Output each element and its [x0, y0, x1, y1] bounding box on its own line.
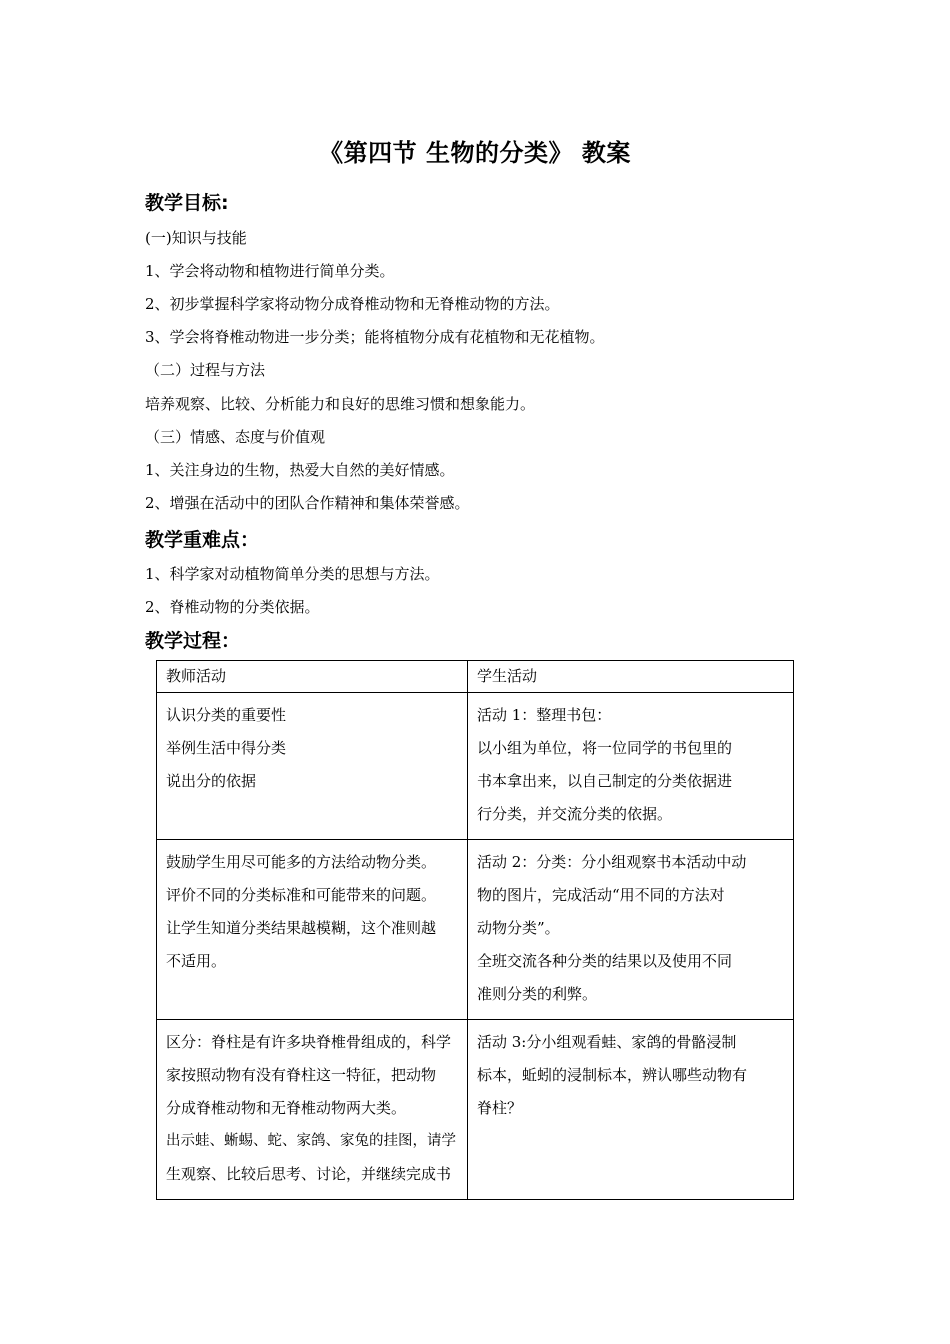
- objective-line: 2、初步掌握科学家将动物分成脊椎动物和无脊椎动物的方法。: [145, 295, 560, 313]
- teacher-activity-cell: [157, 840, 468, 1020]
- cell-text: 让学生知道分类结果越模糊，这个准则越: [166, 919, 437, 937]
- cell-text: 以小组为单位，将一位同学的书包里的: [477, 739, 733, 757]
- cell-text: 全班交流各种分类的结果以及使用不同: [477, 952, 733, 970]
- cell-text: 评价不同的分类标准和可能带来的问题。: [166, 886, 437, 904]
- cell-text: 动物分类”。: [477, 919, 560, 937]
- table-row: [157, 1020, 794, 1200]
- objective-line: 培养观察、比较、分析能力和良好的思维习惯和想象能力。: [145, 395, 536, 413]
- document-title: 《第四节 生物的分类》 教案: [319, 139, 631, 167]
- cell-text: 行分类，并交流分类的依据。: [477, 805, 673, 823]
- cell-text: 生观察、比较后思考、讨论，并继续完成书: [166, 1165, 452, 1183]
- keypoints-heading: 教学重难点：: [145, 529, 260, 551]
- header-teacher-activity: 教师活动: [157, 661, 468, 693]
- student-activity-cell: [468, 1020, 794, 1200]
- process-heading: 教学过程：: [145, 630, 241, 652]
- student-activity-cell: [468, 840, 794, 1020]
- cell-text: 不适用。: [166, 952, 227, 970]
- keypoint-line: 1、科学家对动植物简单分类的思想与方法。: [145, 565, 440, 583]
- cell-text: 准则分类的利弊。: [477, 985, 598, 1003]
- cell-text: 出示蛙、蜥蜴、蛇、家鸽、家兔的挂图，请学: [166, 1133, 456, 1149]
- cell-text: 举例生活中得分类: [166, 739, 287, 757]
- objective-line: 3、学会将脊椎动物进一步分类；能将植物分成有花植物和无花植物。: [145, 328, 605, 346]
- cell-text: 活动 3:分小组观看蛙、家鸽的骨骼浸制: [477, 1033, 737, 1051]
- process-table: [156, 660, 794, 1200]
- cell-text: 分成脊椎动物和无脊椎动物两大类。: [166, 1099, 407, 1117]
- objective-line: 2、增强在活动中的团队合作精神和集体荣誉感。: [145, 494, 470, 512]
- cell-text: 书本拿出来，以自己制定的分类依据进: [477, 772, 733, 790]
- cell-text: 说出分的依据: [166, 772, 257, 790]
- cell-text: 脊柱？: [477, 1099, 523, 1117]
- objectives-heading: 教学目标:: [145, 192, 229, 214]
- table-row: [157, 840, 794, 1020]
- objective-line: （三）情感、态度与价值观: [145, 428, 326, 446]
- cell-text: 家按照动物有没有脊柱这一特征，把动物: [166, 1066, 437, 1084]
- objective-line: （二）过程与方法: [145, 361, 266, 379]
- objective-line: 1、关注身边的生物，热爱大自然的美好情感。: [145, 461, 455, 479]
- cell-text: 标本，蚯蚓的浸制标本，辨认哪些动物有: [477, 1066, 748, 1084]
- teacher-activity-cell: [157, 1020, 468, 1200]
- cell-text: 认识分类的重要性: [166, 706, 287, 724]
- table-row: [157, 693, 794, 840]
- cell-text: 区分：脊柱是有许多块脊椎骨组成的，科学: [166, 1033, 452, 1051]
- objective-line: 1、学会将动物和植物进行简单分类。: [145, 262, 395, 280]
- cell-text: 活动 1：整理书包：: [477, 706, 612, 724]
- student-activity-cell: [468, 693, 794, 840]
- header-student-activity: 学生活动: [468, 661, 794, 693]
- cell-text: 鼓励学生用尽可能多的方法给动物分类。: [166, 853, 437, 871]
- objective-line: (一)知识与技能: [145, 229, 247, 247]
- cell-text: 物的图片，完成活动“用不同的方法对: [477, 886, 725, 904]
- teacher-activity-cell: [157, 693, 468, 840]
- cell-text: 活动 2：分类：分小组观察书本活动中动: [477, 853, 747, 871]
- keypoint-line: 2、脊椎动物的分类依据。: [145, 598, 320, 616]
- table-header-row: [157, 661, 794, 693]
